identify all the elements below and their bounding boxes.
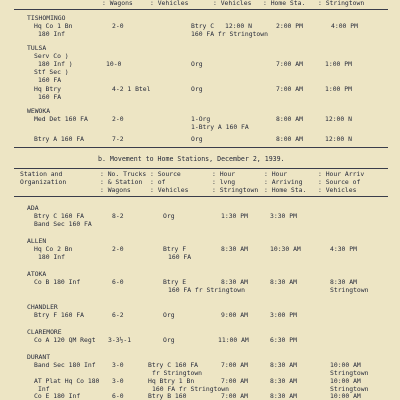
station-name: ATOKA [27,270,47,278]
column-header: : Source of [318,178,361,186]
arrive-cell: 8:00 AM [276,115,303,123]
org-cell: Btry A 160 FA [34,135,85,143]
home-cell: 4:00 PM [331,22,358,30]
arrive-cell: 8:30 AM [270,278,297,286]
home-cell: 12:00 N [325,135,352,143]
source-cell: 160 FA [168,253,192,261]
header-fragment: : Vehicles [213,0,252,7]
source-cell: 160 FA fr Stringtown [191,30,268,38]
source-cell: 1-Btry A 160 FA [191,123,249,131]
source-cell: 160 FA fr Stringtown [168,286,245,294]
station-name: ADA [27,204,39,212]
home-cell: 8:30 AM [330,278,357,286]
trucks-cell: 10-0 [106,60,122,68]
arrive-cell: 7:00 AM [276,60,303,68]
org-cell: Hq Btry [34,85,61,93]
leave-cell: 7:00 AM [221,392,248,400]
org-cell: 160 FA [38,93,62,101]
station-name: CLAREMORE [27,328,62,336]
leave-cell: 9:00 AM [221,311,248,319]
column-header: : Stringtown [212,186,259,194]
leave-cell: 1:30 PM [221,212,248,220]
header-fragment: : Home Sta. [263,0,306,7]
station-name: ALLEN [27,237,47,245]
trucks-cell: 6-0 [112,392,124,400]
arrive-cell: 10:30 AM [270,245,301,253]
header-fragment: : Wagons [102,0,133,7]
source-cell: Org [163,212,175,220]
home-cell: 10:00 AM [330,361,361,369]
org-cell: Band Sec 180 Inf [34,361,96,369]
column-header: : No. Trucks [100,170,147,178]
section-caption: b. Movement to Home Stations, December 2, 1939. [98,155,285,163]
home-cell: Stringtown [330,286,369,294]
arrive-cell: 6:30 PM [270,336,297,344]
trucks-cell: 2-0 [112,22,124,30]
home-cell: 12:00 N [325,115,352,123]
trucks-cell: 2-0 [112,245,124,253]
table-rule [14,147,388,148]
arrive-cell: 8:30 AM [270,377,297,385]
source-cell: Hq Btry 1 Bn [148,377,195,385]
org-cell: AT Plat Hq Co 180 [34,377,100,385]
org-cell: Hq Co 1 Bn [34,22,73,30]
trucks-cell: 3-3½-1 [108,336,132,344]
table-rule [14,196,388,197]
trucks-cell: 4-2 1 Btel [112,85,151,93]
trucks-cell: 2-0 [112,115,124,123]
org-cell: Stf Sec ) [34,68,69,76]
column-header: : lvng [212,178,236,186]
home-cell: 1:00 PM [325,60,352,68]
org-cell: Co E 180 Inf [34,392,81,400]
trucks-cell: 3-0 [112,377,124,385]
source-cell: Org [191,85,203,93]
column-header: : Hour Arriv [318,170,365,178]
home-cell: Stringtown [330,369,369,377]
header-fragment: : Stringtown [318,0,365,7]
trucks-cell: 7-2 [112,135,124,143]
source-cell: 1-Org [191,115,211,123]
leave-cell: 8:30 AM [221,278,248,286]
arrive-cell: 7:00 AM [276,85,303,93]
column-header: : of [150,178,166,186]
source-cell: Org [163,336,175,344]
column-header: : Hour [212,170,236,178]
trucks-cell: 6-0 [112,278,124,286]
source-cell: Btry C 160 FA [148,361,199,369]
station-name: TULSA [27,44,47,52]
column-header: Organization [20,178,67,186]
org-cell: Co A 120 QM Regt [34,336,96,344]
column-header: : Vehicles [318,186,357,194]
source-cell: Org [191,135,203,143]
home-cell: 10:00 AM [330,392,361,400]
station-name: CHANDLER [27,303,58,311]
arrive-cell: 3:30 PM [270,212,297,220]
column-header: : Arriving [264,178,303,186]
leave-cell: 7:00 AM [221,361,248,369]
leave-cell: 12:00 N [225,22,252,30]
org-cell: 180 Inf [38,30,65,38]
trucks-cell: 6-2 [112,311,124,319]
column-header: : Vehicles [150,186,189,194]
column-header: Station and [20,170,63,178]
column-header: : & Station [100,178,143,186]
home-cell: Stringtown [330,385,369,393]
column-header: : Source [150,170,181,178]
source-cell: Btry F [163,245,187,253]
source-cell: Btry C [191,22,215,30]
org-cell: Btry F 160 FA [34,311,85,319]
column-header: : Hour [264,170,288,178]
home-cell: 10:00 AM [330,377,361,385]
table-rule [14,9,388,10]
leave-cell: 11:00 AM [218,336,249,344]
home-cell: 4:30 PM [330,245,357,253]
org-cell: Serv Co ) [34,52,69,60]
org-cell: 180 Inf ) [38,60,73,68]
org-cell: Band Sec 160 FA [34,220,92,228]
org-cell: 180 Inf [38,253,65,261]
org-cell: Hq Co 2 Bn [34,245,73,253]
org-cell: Co B 180 Inf [34,278,81,286]
arrive-cell: 3:00 PM [270,311,297,319]
org-cell: Btry C 160 FA [34,212,85,220]
arrive-cell: 8:00 AM [276,135,303,143]
trucks-cell: 8-2 [112,212,124,220]
org-cell: 160 FA [38,76,62,84]
table-rule [14,168,388,169]
source-cell: fr Stringtown [152,369,203,377]
source-cell: Btry E [163,278,187,286]
header-fragment: : Vehicles [150,0,189,7]
column-header: : Home Sta. [264,186,307,194]
source-cell: Org [163,311,175,319]
org-cell: Med Det 160 FA [34,115,88,123]
leave-cell: 8:30 AM [221,245,248,253]
leave-cell: 7:00 AM [221,377,248,385]
arrive-cell: 8:30 AM [270,361,297,369]
home-cell: 1:00 PM [325,85,352,93]
station-name: DURANT [27,353,51,361]
column-header: : Wagons [100,186,131,194]
org-cell: Inf [38,385,50,393]
arrive-cell: 8:30 AM [270,392,297,400]
source-cell: Btry B 160 [148,392,187,400]
station-name: TISHOMINGO [27,14,66,22]
source-cell: 160 FA fr Stringtown [152,385,229,393]
source-cell: Org [191,60,203,68]
station-name: WEWOKA [27,107,51,115]
trucks-cell: 3-0 [112,361,124,369]
arrive-cell: 2:00 PM [276,22,303,30]
